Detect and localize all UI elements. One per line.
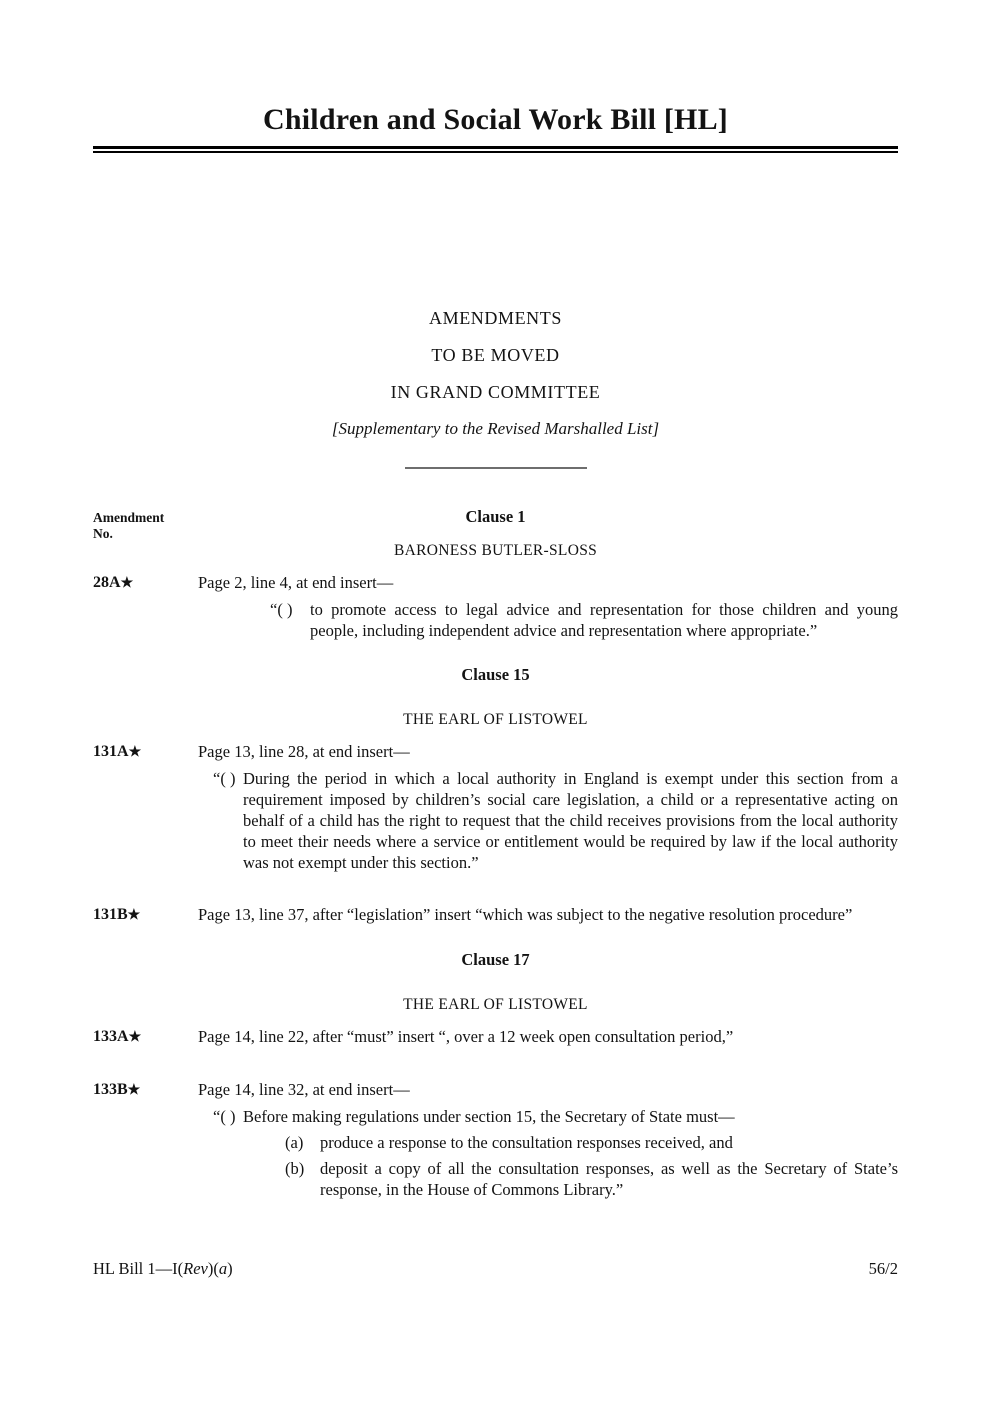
heading-supplementary-note: [Supplementary to the Revised Marshalled List]	[331, 419, 660, 438]
amendment-133A-instruction: Page 14, line 22, after “must” insert “, over a 12 week open consultation period,”	[198, 1027, 734, 1046]
quote-marker: “( )	[213, 769, 236, 788]
title-rule-thin	[93, 151, 898, 153]
sheet-number: 56/2	[868, 1259, 898, 1278]
amendment-131B	[93, 904, 898, 926]
amendment-28A-number	[93, 572, 198, 594]
heading-block	[93, 307, 898, 469]
amendment-131A-quote	[213, 768, 898, 873]
bill-ref-rev: Rev	[183, 1259, 208, 1278]
amendment-28A-instruction: Page 2, line 4, at end insert—	[198, 573, 394, 592]
amendment-131A-number	[93, 741, 198, 763]
heading-grand-committee: IN GRAND COMMITTEE	[390, 382, 601, 402]
amendment-133A	[93, 1026, 898, 1048]
amendment-28A	[93, 572, 898, 594]
amendment-no-label	[93, 510, 164, 542]
title-double-rule	[93, 146, 898, 153]
paragraph-b-text: deposit a copy of all the consultation responses, as well as the Secretary of State’s response, in the House of Commons Library.”	[320, 1159, 898, 1199]
amendment-131A-instruction: Page 13, line 28, at end insert—	[198, 742, 410, 761]
amendment-number-text: 133B	[93, 1081, 128, 1098]
quote-marker: “( )	[270, 600, 293, 619]
clause-15-heading: Clause 15	[461, 665, 530, 684]
clause-1-mover: BARONESS BUTLER-SLOSS	[393, 542, 598, 559]
new-amendment-star-icon: ★	[127, 908, 141, 923]
clause-17-heading: Clause 17	[461, 950, 530, 969]
heading-amendments: AMENDMENTS	[428, 308, 562, 328]
amendment-131A	[93, 741, 898, 763]
quote-marker: “( )	[213, 1107, 236, 1126]
new-amendment-star-icon: ★	[120, 576, 134, 591]
amendment-131B-number	[93, 904, 198, 926]
paragraph-label: (a)	[285, 1133, 304, 1152]
new-amendment-star-icon: ★	[128, 1030, 142, 1045]
new-amendment-star-icon: ★	[128, 745, 142, 760]
clause-1-header	[93, 507, 898, 541]
bill-reference	[93, 1258, 233, 1279]
amendment-number-text: 28A	[93, 574, 121, 591]
paragraph-label: (b)	[285, 1159, 305, 1178]
amendment-no-label-line2: No.	[93, 526, 113, 541]
amendment-131A-quote-text: During the period in which a local authority in England is exempt under this section from a requirement imposed by children’s social care legislation, a child or a representative acting on behalf of a child has the right to request that the child receives provisions from the local authority to meet their needs where a service or entitlement would be required by law if the local authority was not exempt under this section.”	[243, 769, 898, 872]
amendment-number-text: 131A	[93, 743, 129, 760]
amendment-133B-quote-text: Before making regulations under section 15, the Secretary of State must—	[243, 1107, 735, 1126]
amendment-number-text: 133A	[93, 1028, 129, 1045]
bill-ref-suffix: )	[227, 1259, 233, 1278]
bill-title: Children and Social Work Bill [HL]	[263, 103, 728, 136]
amendment-133A-number	[93, 1026, 198, 1048]
amendment-133B-number	[93, 1079, 198, 1101]
bill-ref-mid: )(	[207, 1259, 219, 1278]
amendment-133B-instruction: Page 14, line 32, at end insert—	[198, 1080, 410, 1099]
clause-17-mover: THE EARL OF LISTOWEL	[403, 996, 588, 1013]
amendment-133B	[93, 1079, 898, 1101]
page-footer	[93, 1258, 898, 1279]
amendment-133B-paragraph-b	[285, 1158, 898, 1200]
amendment-28A-quote	[270, 599, 898, 641]
amendment-no-label-line1: Amendment	[93, 510, 165, 525]
new-amendment-star-icon: ★	[127, 1083, 141, 1098]
amendment-133B-quote	[213, 1106, 898, 1127]
clause-1-heading: Clause 1	[465, 507, 526, 526]
section-divider-rule	[405, 467, 587, 469]
amendment-131B-instruction: Page 13, line 37, after “legislation” insert “which was subject to the negative resolution procedure”	[198, 905, 853, 924]
amendment-133B-paragraph-a	[285, 1132, 898, 1153]
clause-15-mover: THE EARL OF LISTOWEL	[403, 711, 588, 728]
paragraph-a-text: produce a response to the consultation responses received, and	[320, 1133, 733, 1152]
amendment-28A-quote-text: to promote access to legal advice and representation for those children and young people, including independent advice and representation where appropriate.”	[310, 600, 898, 640]
amendment-number-text: 131B	[93, 906, 128, 923]
bill-ref-a: a	[218, 1259, 228, 1278]
title-rule-thick	[93, 146, 898, 149]
bill-ref-prefix: HL Bill 1—I(	[93, 1259, 184, 1278]
heading-to-be-moved: TO BE MOVED	[431, 345, 560, 365]
